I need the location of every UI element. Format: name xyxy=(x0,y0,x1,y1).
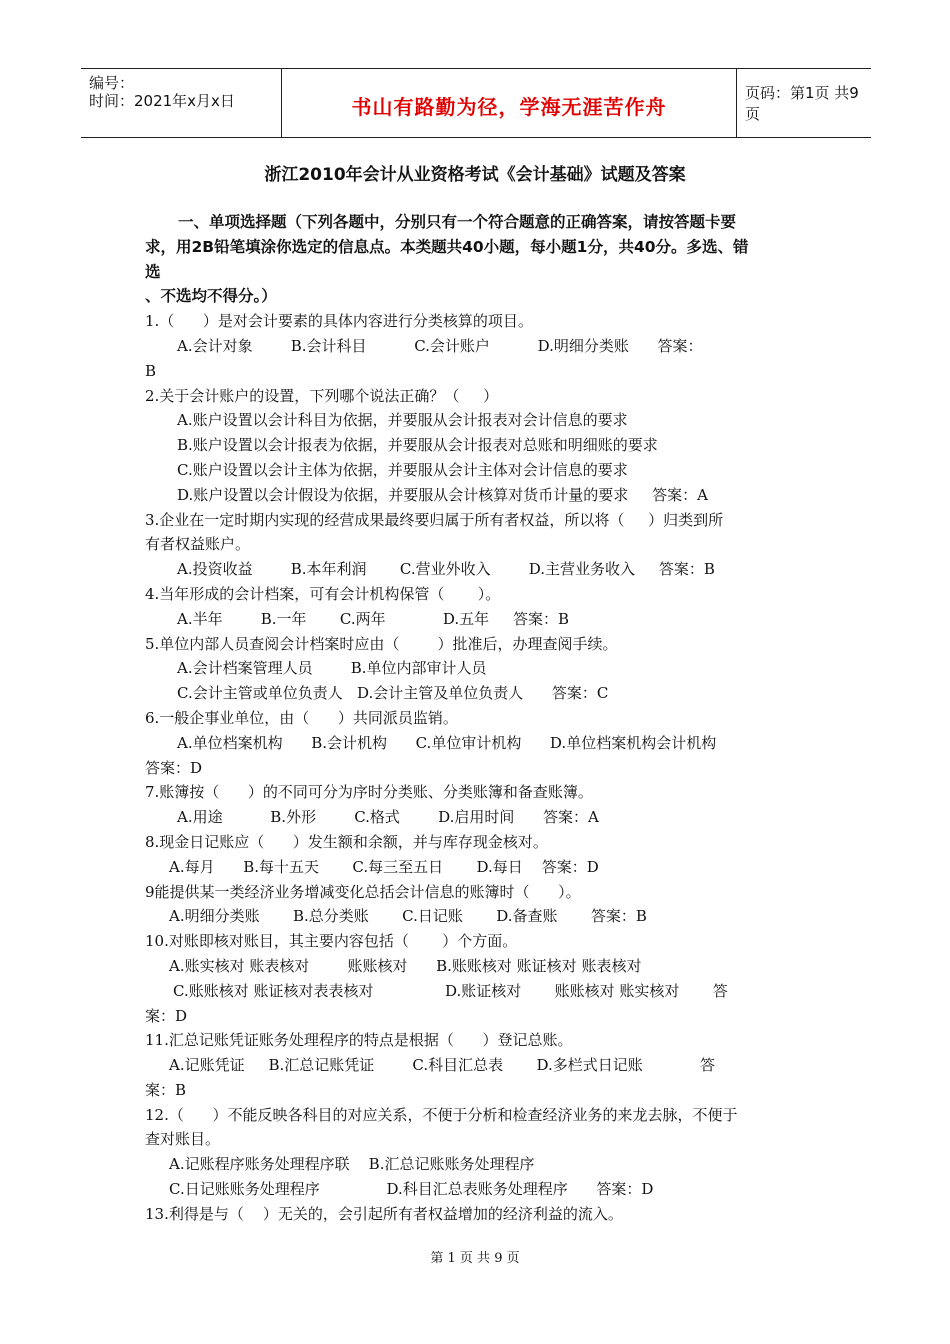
section-heading xyxy=(145,210,807,309)
question-line: A.明细分类账 B.总分类账 C.日记账 D.备查账 答案：B xyxy=(169,907,647,926)
section-heading-line: 求，用2B铅笔填涂你选定的信息点。本类题共40小题，每小题1分，共40分。多选、错 xyxy=(145,237,749,256)
question-line: A.投资收益 B.本年利润 C.营业外收入 D.主营业务收入 答案：B xyxy=(177,560,715,579)
question-line: B xyxy=(145,361,157,380)
question-line: 答案：D xyxy=(145,758,203,777)
question-line: B.账户设置以会计报表为依据，并要服从会计报表对总账和明细账的要求 xyxy=(177,436,658,455)
question-line: 11.汇总记账凭证账务处理程序的特点是根据（ ）登记总账。 xyxy=(145,1031,573,1050)
section-heading-line: 、不选均不得分。） xyxy=(145,287,277,306)
question-line: A.用途 B.外形 C.格式 D.启用时间 答案：A xyxy=(177,808,599,827)
question-line: A.记账程序账务处理程序联 B.汇总记账账务处理程序 xyxy=(169,1155,535,1174)
question-line: A.半年 B.一年 C.两年 D.五年 答案：B xyxy=(177,609,569,628)
question-list xyxy=(145,309,807,1226)
question-line: 案：B xyxy=(145,1080,187,1099)
question-line: C.日记账账务处理程序 D.科目汇总表账务处理程序 答案：D xyxy=(169,1180,654,1199)
question-line: A.单位档案机构 B.会计机构 C.单位审计机构 D.单位档案机构会计机构 xyxy=(177,733,717,752)
page-title: 浙江2010年会计从业资格考试《会计基础》试题及答案 xyxy=(264,165,686,185)
question-line: C.账账核对 账证核对表表核对 D.账证核对 账账核对 账实核对 答 xyxy=(173,981,728,1000)
question-line: 3.企业在一定时期内实现的经营成果最终要归属于所有者权益，所以将（ ）归类到所 xyxy=(145,510,724,529)
question-line: 2.关于会计账户的设置，下列哪个说法正确？（ ） xyxy=(145,386,499,405)
question-line: 1.（ ）是对会计要素的具体内容进行分类核算的项目。 xyxy=(145,312,533,331)
question-line: 有者权益账户。 xyxy=(145,535,251,554)
question-line: 12.（ ）不能反映各科目的对应关系，不便于分析和检查经济业务的来龙去脉，不便于 xyxy=(145,1105,738,1124)
question-line: A.记账凭证 B.汇总记账凭证 C.科目汇总表 D.多栏式日记账 答 xyxy=(169,1056,715,1075)
date-line: 时间：2021年x月x日 xyxy=(89,92,235,110)
question-line: C.会计主管或单位负责人 D.会计主管及单位负责人 答案：C xyxy=(177,684,609,703)
question-line: 6.一般企事业单位，由（ ）共同派员监销。 xyxy=(145,708,458,727)
question-line: A.会计档案管理人员 B.单位内部审计人员 xyxy=(177,659,487,678)
question-line: A.账户设置以会计科目为依据，并要服从会计报表对会计信息的要求 xyxy=(177,411,628,430)
question-line: 案：D xyxy=(145,1006,188,1025)
question-line: 13.利得是与（ ）无关的，会引起所有者权益增加的经济利益的流入。 xyxy=(145,1204,623,1223)
page-info: 页码：第1页 共9页 xyxy=(745,84,859,123)
question-line: 5.单位内部人员查阅会计档案时应由（ ）批准后，办理查阅手续。 xyxy=(145,634,618,653)
question-line: 4.当年形成的会计档案，可有会计机构保管（ ）。 xyxy=(145,584,501,603)
question-line: 7.账簿按（ ）的不同可分为序时分类账、分类账簿和备查账簿。 xyxy=(145,783,593,802)
section-heading-line: 一、单项选择题（下列各题中，分别只有一个符合题意的正确答案，请按答题卡要 xyxy=(178,213,737,231)
question-line: C.账户设置以会计主体为依据，并要服从会计主体对会计信息的要求 xyxy=(177,460,628,479)
question-line: 10.对账即核对账目，其主要内容包括（ ）个方面。 xyxy=(145,932,518,951)
question-line: 8.现金日记账应（ ）发生额和余额，并与库存现金核对。 xyxy=(145,832,548,851)
document-header xyxy=(81,68,871,138)
section-heading-line: 选 xyxy=(145,262,161,281)
page-footer: 第 1 页 共 9 页 xyxy=(430,1251,520,1266)
header-meta xyxy=(81,69,281,137)
number-label: 编号： xyxy=(89,74,135,92)
header-motto-cell xyxy=(281,69,737,137)
question-line: 查对账目。 xyxy=(145,1130,221,1149)
question-line: 9能提供某一类经济业务增减变化总括会计信息的账簿时（ ）。 xyxy=(145,882,581,901)
question-line: A.每月 B.每十五天 C.每三至五日 D.每日 答案：D xyxy=(169,857,599,876)
question-line: A.会计对象 B.会计科目 C.会计账户 D.明细分类账 答案： xyxy=(177,336,703,355)
document-body xyxy=(145,210,807,1227)
motto-text: 书山有路勤为径，学海无涯苦作舟 xyxy=(351,94,667,119)
question-line: A.账实核对 账表核对 账账核对 B.账账核对 账证核对 账表核对 xyxy=(169,956,642,975)
question-line: D.账户设置以会计假设为依据，并要服从会计核算对货币计量的要求 答案：A xyxy=(177,485,708,504)
